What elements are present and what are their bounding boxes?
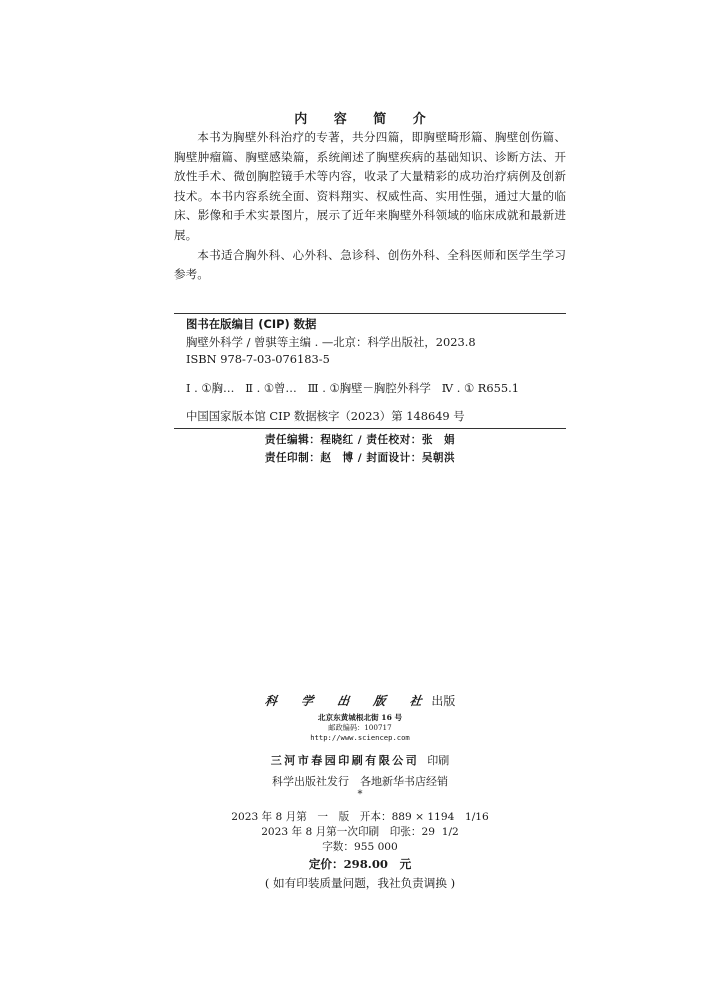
publisher-suffix: 出版 xyxy=(431,694,456,708)
cip-verify-number: 中国国家版本馆 CIP 数据核字（2023）第 148649 号 xyxy=(186,409,465,423)
printing-line: 2023 年 8 月第一次印刷 印张：29 1/2 xyxy=(261,826,459,838)
intro-title: 内 容 简 介 xyxy=(294,112,437,127)
edition-line: 2023 年 8 月第 一 版 开本：889 × 1194 1/16 xyxy=(231,811,489,823)
separator-asterisk: * xyxy=(357,789,363,800)
cip-top-rule xyxy=(174,313,566,314)
publisher-line xyxy=(0,692,720,709)
publisher-postcode: 邮政编码：100717 xyxy=(328,723,392,732)
publisher-logo: 科 学 出 版 社 xyxy=(263,694,433,708)
publisher-url: http://www.sciencep.com xyxy=(310,733,410,742)
price: 定价：298.00 元 xyxy=(308,857,412,871)
printer-line xyxy=(0,752,720,768)
quality-note: ( 如有印装质量问题，我社负责调换 ) xyxy=(264,876,456,890)
staff-line-production: 责任印制：赵 博 / 封面设计：吴朝洪 xyxy=(264,452,456,464)
staff-line-editors: 责任编辑：程晓红 / 责任校对：张 娟 xyxy=(264,434,456,446)
publisher-address: 北京东黄城根北街 16 号 xyxy=(317,713,403,722)
printer-suffix: 印刷 xyxy=(427,754,450,767)
distribution-line: 科学出版社发行 各地新华书店经销 xyxy=(272,775,448,788)
intro-paragraph: 本书适合胸外科、心外科、急诊科、创伤外科、全科医师和医学生学习参考。 xyxy=(174,247,566,282)
cip-title-line: 胸壁外科学 / 曾骐等主编 . —北京：科学出版社，2023.8 xyxy=(186,335,476,349)
word-count: 字数：955 000 xyxy=(322,841,398,853)
cip-heading: 图书在版编目 (CIP) 数据 xyxy=(186,317,317,331)
intro-body xyxy=(174,128,566,285)
cip-classification: Ⅰ . ①胸… Ⅱ . ①曾… Ⅲ . ①胸壁－胸腔外科学 Ⅳ . ① R655.1 xyxy=(186,381,519,395)
cip-isbn: ISBN 978-7-03-076183-5 xyxy=(186,352,330,366)
cip-bottom-rule xyxy=(174,428,566,429)
printer-name: 三河市春园印刷有限公司 xyxy=(270,754,420,767)
staff-credits xyxy=(0,431,720,467)
intro-paragraph: 本书为胸壁外科治疗的专著，共分四篇，即胸壁畸形篇、胸壁创伤篇、胸壁肿瘤篇、胸壁感染篇，系统阐述了胸壁疾病的基础知识、诊断方法、开放性手术、微创胸腔镜手术等内容，收录了大量精彩的成功治疗病例及创新技术。本书内容系统全面、资料翔实、权威性高、实用性强，通过大量的临床、影像和手术实景图片，展示了近年来胸壁外科领域的临床成就和最新进展。 xyxy=(174,130,566,242)
